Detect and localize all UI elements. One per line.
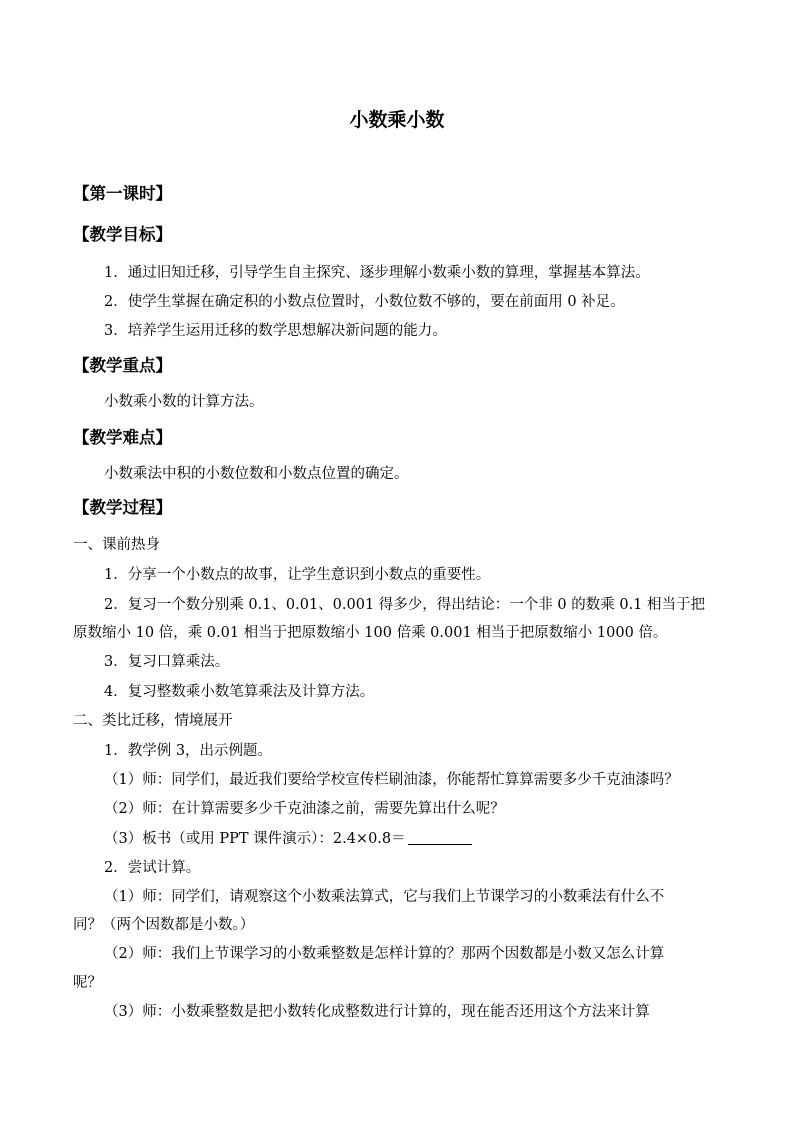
list-item: 1．教学例 3，出示例题。 [104, 743, 273, 759]
list-item-formula [104, 829, 472, 849]
list-item-continuation: 同？（两个因数都是小数。） [73, 917, 255, 933]
list-item: （1）师：同学们，最近我们要给学校宣传栏刷油漆，你能帮忙算算需要多少千克油漆吗？ [104, 772, 679, 788]
heading-goals: 【教学目标】 [73, 225, 172, 244]
goal-item: 3．培养学生运用迁移的数学思想解决新问题的能力。 [104, 323, 447, 339]
list-item: （1）师：同学们，请观察这个小数乘法算式，它与我们上节课学习的小数乘法有什么不 [104, 889, 665, 905]
heading-lesson: 【第一课时】 [73, 184, 172, 203]
list-item: 3．复习口算乘法。 [104, 654, 230, 670]
list-item: （2）师：我们上节课学习的小数乘整数是怎样计算的？那两个因数都是小数又怎么计算 [104, 946, 665, 962]
heading-process: 【教学过程】 [73, 498, 172, 517]
page-title: 小数乘小数 [349, 109, 445, 131]
formula-text: （3）板书（或用 PPT 课件演示）：2.4×0.8＝ [104, 831, 406, 847]
goal-item: 2．使学生掌握在确定积的小数点位置时，小数位数不够的，要在前面用 0 补足。 [104, 294, 625, 310]
list-item: 2．尝试计算。 [104, 860, 201, 876]
list-item: 4．复习整数乘小数笔算乘法及计算方法。 [104, 684, 375, 700]
heading-key-point: 【教学重点】 [73, 356, 172, 375]
answer-blank [408, 830, 472, 845]
difficulty-text: 小数乘法中积的小数位数和小数点位置的确定。 [104, 466, 409, 482]
part1-title: 一、课前热身 [73, 537, 160, 553]
heading-difficulty: 【教学难点】 [73, 428, 172, 447]
list-item: （3）师：小数乘整数是把小数转化成整数进行计算的，现在能否还用这个方法来计算 [104, 1004, 650, 1020]
goal-item: 1．通过旧知迁移，引导学生自主探究、逐步理解小数乘小数的算理，掌握基本算法。 [104, 265, 650, 281]
list-item: （2）师：在计算需要多少千克油漆之前，需要先算出什么呢？ [104, 801, 505, 817]
list-item-continuation: 原数缩小 10 倍，乘 0.01 相当于把原数缩小 100 倍乘 0.001 相当于把原数缩小 1000 倍。 [73, 625, 668, 641]
list-item-continuation: 呢？ [73, 975, 102, 991]
list-item: 1．分享一个小数点的故事，让学生意识到小数点的重要性。 [104, 567, 491, 583]
list-item: 2．复习一个数分别乘 0.1、0.01、0.001 得多少，得出结论：一个非 0 的数乘 0.1 相当于把 [104, 597, 706, 613]
key-point-text: 小数乘小数的计算方法。 [104, 394, 264, 410]
part2-title-text: 二、类比迁移，情境展开 [73, 713, 233, 729]
